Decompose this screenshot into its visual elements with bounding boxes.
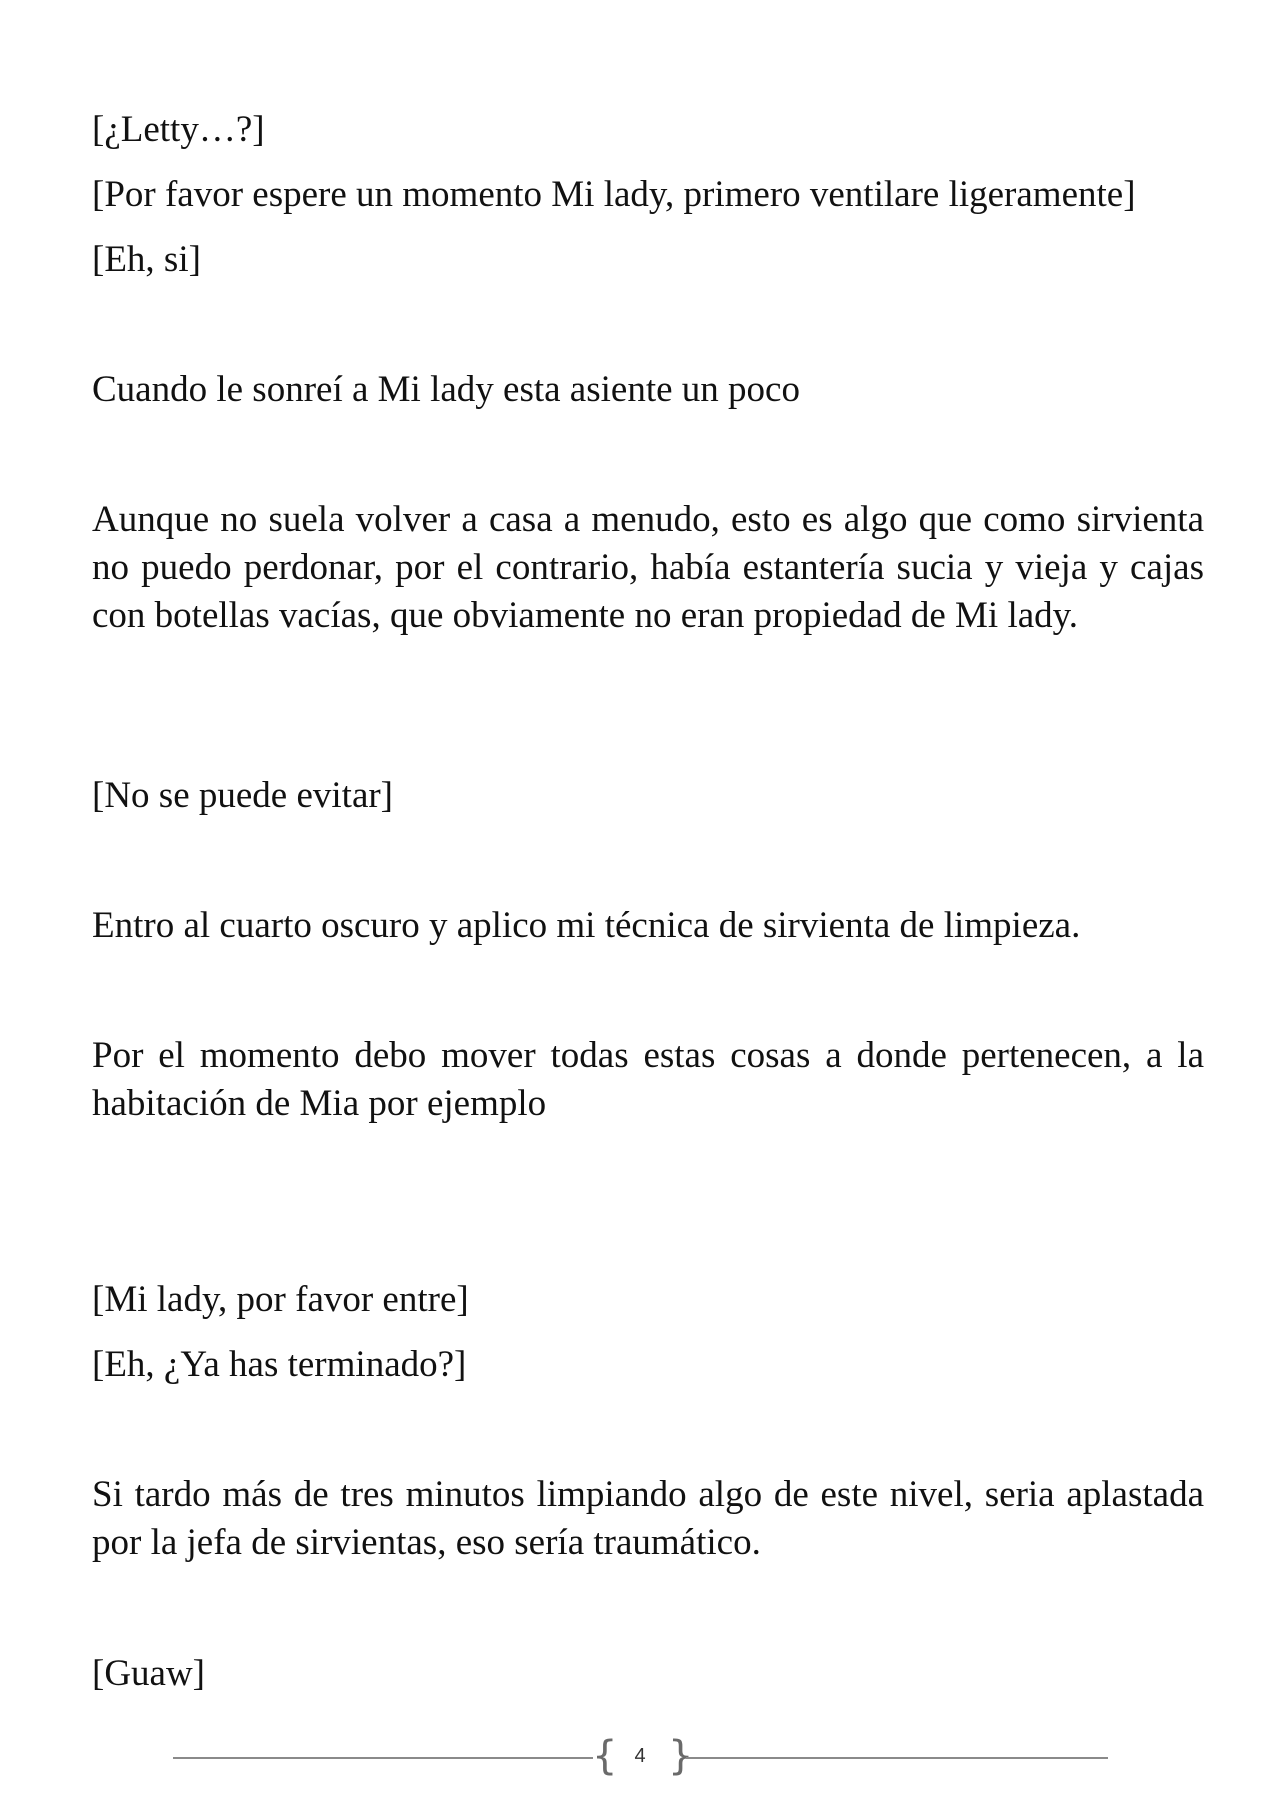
footer-rule-left [173, 1757, 593, 1759]
narration-paragraph: Por el momento debo mover todas estas cosas a donde pertenecen, a la habitación de Mia por ejemplo [92, 1035, 1204, 1124]
narration-paragraph: Si tardo más de tres minutos limpiando algo de este nivel, seria aplastada por la jefa de sirvientas, eso sería traumático. [92, 1474, 1204, 1563]
dialogue-line: [Guaw] [92, 1653, 206, 1694]
page-number: 4 [634, 1745, 646, 1767]
dialogue-line: [Por favor espere un momento Mi lady, primero ventilare ligeramente] [92, 174, 1136, 215]
footer-rule-right [686, 1757, 1108, 1759]
dialogue-line: [No se puede evitar] [92, 775, 394, 816]
narration-paragraph: Cuando le sonreí a Mi lady esta asiente un poco [92, 369, 800, 410]
dialogue-line: [Eh, si] [92, 239, 201, 280]
dialogue-line: [Mi lady, por favor entre] [92, 1279, 469, 1320]
dialogue-line: [Eh, ¿Ya has terminado?] [92, 1344, 467, 1385]
narration-paragraph: Entro al cuarto oscuro y aplico mi técnica de sirvienta de limpieza. [92, 905, 1081, 946]
dialogue-line: [¿Letty…?] [92, 109, 265, 150]
left-brace-ornament: { [592, 1733, 618, 1779]
right-brace-ornament: } [668, 1733, 694, 1779]
page-footer [0, 1732, 1280, 1782]
narration-paragraph: Aunque no suela volver a casa a menudo, esto es algo que como sirvienta no puedo perdonar, por el contrario, había estantería sucia y vieja y cajas con botellas vacías, que obviamente no eran propiedad de Mi lady. [92, 499, 1204, 636]
